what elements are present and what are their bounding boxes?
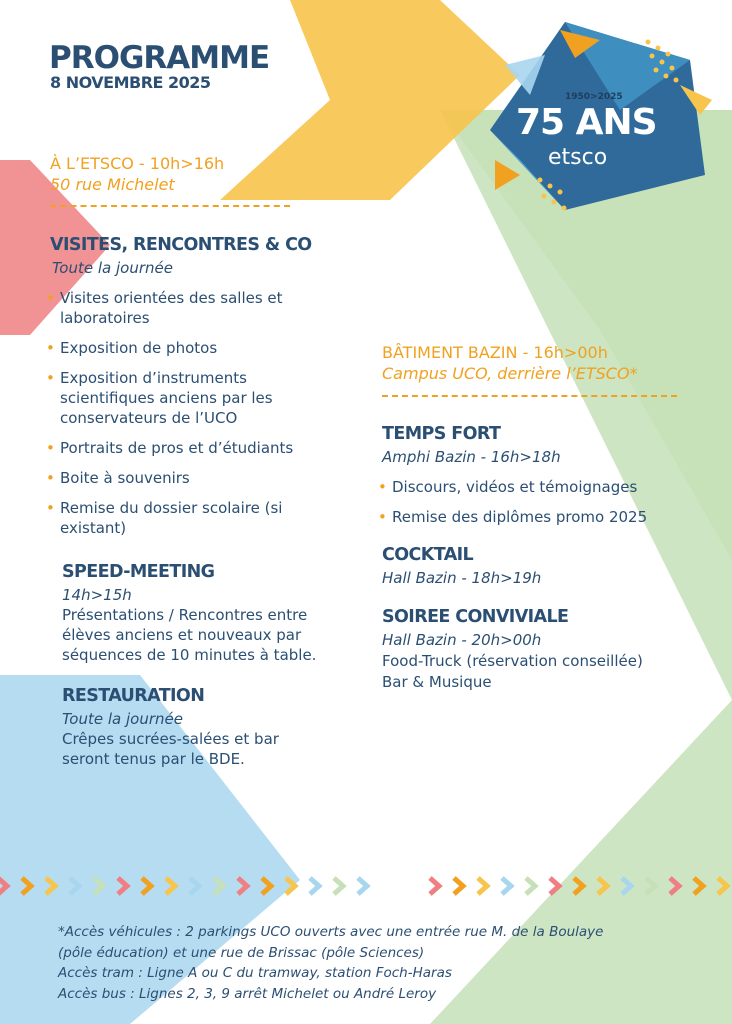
page-date: 8 NOVEMBRE 2025 [50, 73, 211, 92]
visites-title: VISITES, RENCONTRES & CO [50, 235, 312, 255]
logo-anniversary: 75 ANS [516, 102, 657, 143]
logo-brand: etsco [548, 145, 608, 170]
soiree-when: Hall Bazin - 20h>00h [382, 631, 542, 649]
visites-list [46, 288, 336, 548]
temps-fort-title: TEMPS FORT [382, 424, 501, 444]
footer-line: Accès bus : Lignes 2, 3, 9 arrêt Michelet ou André Leroy [58, 985, 437, 1002]
soiree-line2: Bar & Musique [382, 673, 492, 691]
etsco-address: 50 rue Michelet [50, 175, 175, 194]
page-title: PROGRAMME [49, 40, 270, 76]
cocktail-title: COCKTAIL [382, 545, 474, 565]
footer-line: Accès tram : Ligne A ou C du tramway, station Foch-Haras [58, 965, 452, 981]
etsco-divider [50, 205, 290, 207]
footer-notes [58, 922, 718, 1004]
speed-title: SPEED-MEETING [62, 562, 215, 582]
soiree-line1: Food-Truck (réservation conseillée) [382, 652, 643, 670]
list-item: • Boite à souvenirs [46, 469, 190, 487]
bazin-divider [382, 395, 677, 397]
list-item: • Visites orientées des salles et laboratoires [46, 289, 283, 327]
bazin-address: Campus UCO, derrière l’ETSCO* [382, 364, 638, 383]
etsco-venue: À L’ETSCO - 10h>16h [50, 154, 225, 173]
list-item: • Exposition d’instruments scientifiques anciens par les conservateurs de l’UCO [46, 369, 273, 427]
resto-desc: Crêpes sucrées-salées et bar seront tenus par le BDE. [62, 730, 279, 768]
bazin-venue: BÂTIMENT BAZIN - 16h>00h [382, 343, 608, 362]
resto-title: RESTAURATION [62, 686, 205, 706]
resto-when: Toute la journée [62, 710, 183, 728]
list-item: • Exposition de photos [46, 339, 218, 357]
speed-desc: Présentations / Rencontres entre élèves anciens et nouveaux par séquences de 10 minutes à table. [62, 606, 317, 664]
logo-years: 1950>2025 [565, 92, 623, 102]
speed-when: 14h>15h [62, 586, 132, 604]
list-item: • Remise des diplômes promo 2025 [378, 508, 648, 526]
visites-when: Toute la journée [52, 259, 173, 277]
list-item: • Portraits de pros et d’étudiants [46, 439, 294, 457]
footer-line: (pôle éducation) et une rue de Brissac (pôle Sciences) [58, 944, 425, 961]
soiree-title: SOIREE CONVIVIALE [382, 607, 569, 627]
temps-fort-when: Amphi Bazin - 16h>18h [382, 448, 561, 466]
footer-line: *Accès véhicules : 2 parkings UCO ouverts avec une entrée rue M. de la Boulaye [58, 924, 604, 940]
temps-fort-list [378, 477, 698, 537]
list-item: • Discours, vidéos et témoignages [378, 478, 638, 496]
cocktail-when: Hall Bazin - 18h>19h [382, 569, 542, 587]
list-item: • Remise du dossier scolaire (si existant) [46, 499, 283, 537]
